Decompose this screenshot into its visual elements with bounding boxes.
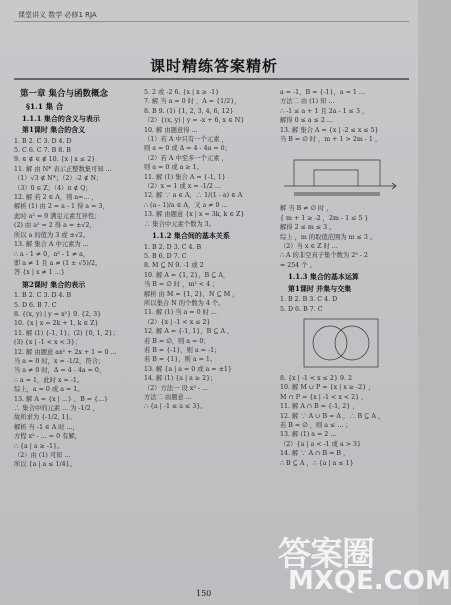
header-rule — [14, 21, 409, 22]
answer-line: 8. {x | -1 < x ≤ 2} 9. 2 — [280, 374, 352, 382]
number-line-figure — [280, 146, 408, 202]
answer-line: (3) {x | -1 < x < 3}； — [14, 339, 82, 347]
answer-line: 12. 解 由题意 ax² + 2x + 1 = 0 ... — [14, 348, 117, 356]
answer-line: ∴ {a | -1 ≤ a ≤ 3}。 — [144, 403, 207, 411]
answer-line: 10. {x | x = 2k + 1, k ∈ Z} — [14, 320, 99, 328]
answer-line: （2）若 A 中至多一个元素 ， — [144, 154, 228, 162]
answer-line: 解析 当 -1 ∈ A 时 ...， — [14, 423, 79, 431]
answer-line: 1. B 2. B 3. C 4. D — [280, 296, 338, 304]
section-heading: 1.1.3 集合的基本运算 — [288, 272, 359, 282]
answer-line: 则 a = 0 或 Δ = 4 - 4a = 0； — [144, 145, 231, 153]
section-heading: 1.1.1 集合的含义与表示 — [22, 113, 100, 123]
answer-line: 若 B = {-1}，则 a = -1； — [144, 346, 221, 354]
answer-line: ∴ B ⊆ A ，∴ {a | a ≤ 1} — [280, 459, 354, 467]
answer-line: 11. 解 (1) 当 a = 0 时 ... — [144, 309, 217, 317]
answer-line: 所以 a 的值为 3 或 ±√2。 — [14, 231, 90, 239]
answer-line: 若 B = ∅，则 a = 0； — [144, 337, 210, 345]
answer-line: (2) 由 a² = 2 得 a = ±√2， — [14, 222, 96, 230]
watermark-text-top: 答案圈 — [278, 534, 374, 573]
answer-line: ∴ -1 ≤ a + 1 且 2a - 1 ≤ 3 ， — [280, 107, 369, 115]
answer-line: M ∩ P = {x | -1 < x < 2} ， — [280, 393, 368, 401]
section-heading: 第1课时 集合的含义 — [22, 125, 86, 135]
answer-column-middle — [144, 88, 272, 593]
answer-column-left — [14, 88, 139, 593]
answer-line: 方程 x² - ... = 0 有解， — [14, 433, 81, 441]
answer-line: ∴ (a - 1)/a ∈ A，又 a ≠ 0 ... — [144, 201, 228, 209]
answer-line: （2）{(x, y) | y = -x + 6, x ∈ N} — [144, 117, 245, 125]
answer-line: 10. 解 A = {1, 2}，B ⊆ A， — [144, 271, 230, 279]
answer-line: 8. M ⊆ N 9. -1 或 2 — [144, 262, 204, 270]
answer-line: 13. 解 {a | a = 0 或 a = ±1} — [144, 365, 232, 373]
answer-line: ∴ A 的非空真子集个数为 2⁸ - 2 — [280, 252, 368, 260]
section-heading: 1.1.2 集合间的基本关系 — [152, 231, 230, 241]
answer-line: 综上 ，m 的取值范围为 m ≤ 3 。 — [280, 233, 377, 241]
answer-line: 1. B 2. C 3. D 4. D — [14, 137, 72, 145]
answer-line: 解得 2 ≤ m ≤ 3 。 — [280, 224, 336, 232]
answer-line: 答 {x | x ≠ 1 ...} — [14, 269, 65, 277]
answer-line: （1）若 A 中只有一个元素 ， — [144, 136, 228, 144]
answer-line: 1. B 2. D 3. C 4. B — [144, 243, 202, 251]
answer-line: （3）0 ∈ Z；（4）π ∉ Q； — [14, 184, 92, 192]
answer-line: 12. 解 若 2 ∈ A，则 a=... ， — [14, 194, 98, 202]
answer-line: 当 a = 0 时，x = -1/2，符合； — [14, 357, 105, 365]
answer-line: ∴ 集合中的元素 ... 为 -1/2 ， — [14, 405, 99, 412]
answer-line: 12. 解 A = {-1, 1}，B ⊆ A ， — [144, 328, 234, 336]
answer-line: 5. 2 或 -2 6. {x | x ≥ -1} — [144, 89, 220, 96]
answer-line: （2）由 (1) 可知 ... — [14, 452, 71, 460]
section-heading: 第一章 集合与函数概念 — [20, 89, 108, 99]
answer-line: 即 a ≠ 1 且 a ≠ (1 ± √5)/2。 — [14, 259, 102, 267]
answer-line: （2）{x | -1 < x ≤ 2} — [144, 318, 211, 326]
answer-line: { m + 1 ≥ -2 ，2m - 1 ≤ 5 } — [280, 214, 369, 222]
answer-line: 7. 解 当 a = 0 时 ，A = {1/2}， — [144, 98, 241, 106]
answer-line: 12. 解 ∵ A ∪ B = A ，∴ B ⊆ A ， — [280, 412, 385, 420]
page-title: 课时精练答案精析 — [150, 57, 279, 75]
answer-line: ∴ {a | a ≥ -1}。 — [14, 442, 64, 450]
answer-line: 11. 解 A ∩ B = {-1, 2} ， — [280, 403, 359, 411]
watermark-text-bottom: MXQE.COM — [288, 566, 451, 596]
answer-line: （2）方法一 设 x² - ... — [144, 384, 209, 392]
answer-line: 若 B = ∅ ，则 a ≤ ... ； — [280, 421, 352, 429]
answer-line: 方法二 由题意 ... — [144, 394, 192, 401]
answer-line: 解析 (1) 由 2 = a - 1 得 a = 3， — [14, 203, 109, 211]
answer-column-right — [280, 88, 408, 593]
answer-line: 1. B 2. C 3. D 4. B — [14, 292, 72, 300]
venn-diagram-figure — [280, 316, 408, 372]
answer-line: 11. 解 (1) 集合 A = {-1, 1} — [144, 173, 226, 181]
page-number: 150 — [196, 589, 212, 598]
answer-line: 解析 由 M = {1, 2}，N ⊆ M ， — [144, 290, 239, 298]
answer-line: 12. 解 ∵ a ∈ A，∴ 1/(1 - a) ∈ A — [144, 192, 243, 200]
answer-line: 综上，a = 0 或 a = 1。 — [14, 386, 84, 394]
title-rule — [14, 78, 409, 80]
answer-line: a = -1，B = {-1}，a = 1 ... — [280, 89, 365, 96]
section-heading: 第2课时 集合的表示 — [22, 279, 86, 289]
answer-line: ∴ a - 1 ≠ 0，a² - 1 ≠ a， — [14, 250, 90, 258]
answer-line: 若 B = {1}，则 a = 1。 — [144, 356, 217, 364]
section-heading: §1.1 集 合 — [26, 102, 64, 112]
answer-line: ∴ 集合中元素个数为 3。 — [144, 220, 215, 228]
answer-line: 8. {(x, y) | y = x²} 9. {2, 3} — [14, 310, 102, 318]
answer-line: 14. 解 ∵ A ∩ B = B ， — [280, 450, 350, 458]
answer-line: 当 a ≠ 0 时，Δ = 4 - 4a = 0， — [14, 367, 106, 375]
answer-line: 当 B = ∅ 时 ，m² < 4 ； — [144, 281, 219, 289]
watermark-logo — [278, 528, 451, 602]
answer-line: （1）√3 ∉ N*；（2）-2 ∉ N； — [14, 175, 103, 183]
answer-line: 11. 解 由 N* 表示正整数集可知 ... — [14, 165, 112, 173]
answer-line: = 254 个 。 — [280, 261, 316, 269]
answer-line: 此时 a² = 9 满足元素互异性； — [14, 212, 101, 220]
section-heading: 第1课时 并集与交集 — [288, 283, 352, 293]
answer-line: 解得 0 ≤ a ≤ 2 ... — [280, 117, 333, 125]
answer-line: （2）x = 1 或 x = -1/2 ... — [144, 183, 221, 191]
answer-line: （2）当 x ∈ Z 时 ... — [280, 243, 338, 251]
answer-line: 10. 解 M ∪ P = {x | x ≥ -2} ， — [280, 384, 375, 392]
answer-line: 所以集合 N 的个数为 4 个。 — [144, 299, 225, 307]
answer-line: 5. B 6. D 7. C — [144, 252, 187, 260]
answer-line: 13. 解 (1) a = 2 ... — [280, 431, 337, 439]
answer-line: 5. D 6. B 7. C — [14, 301, 57, 309]
answer-line: 13. 解 A = {x | ...} ，B = {...} — [14, 395, 109, 403]
answer-line: ∴ a = 1，此时 x = -1。 — [14, 376, 84, 384]
answer-line: 方法二 由 (1) 知 ... — [280, 98, 335, 106]
answer-line: 13. 解 集合 A 中元素为 ... — [14, 241, 89, 249]
answer-line: 则 a = 0 或 a ≥ 1。 — [144, 164, 203, 172]
answer-line: 13. 解 集合 A = {x | -2 ≤ x ≤ 5} — [280, 126, 379, 134]
answer-line: 8. B 9. (1) {1, 2, 3, 4, 6, 12} — [144, 107, 234, 115]
answer-line: 10. 解 由题意得 ... — [144, 126, 198, 134]
answer-line: 当 B = ∅ 时 ，m + 1 > 2m - 1 ， — [280, 136, 382, 144]
answer-line: 5. D 6. B 7. C — [280, 305, 323, 313]
answer-line: （2）{a | a < -1 或 a > 3} — [280, 440, 361, 448]
answer-line: 9. ∈ ∉ ∈ ∉ 10. {x | x ≤ 2} — [14, 156, 96, 164]
answer-line: 故所求为 {-1/2, 1}。 — [14, 414, 76, 422]
answer-line: 13. 解 由题意 {x | x = 3k, k ∈ Z} — [144, 211, 245, 219]
answer-line: 5. C 6. C 7. B 8. B — [14, 147, 71, 155]
answer-line: 14. 解 (1) {a | a ≥ 2}； — [144, 375, 217, 383]
answer-line: 解 当 B ≠ ∅ 时 ， — [280, 205, 333, 213]
answer-line: 所以 {a | a ≤ 1/4}。 — [14, 461, 76, 469]
running-header: 课堂讲义 数学 必修1 RJA — [18, 11, 97, 19]
answer-line: 11. 解 (1) {-1, 1}；(2) {0, 1, 2}； — [14, 329, 119, 337]
